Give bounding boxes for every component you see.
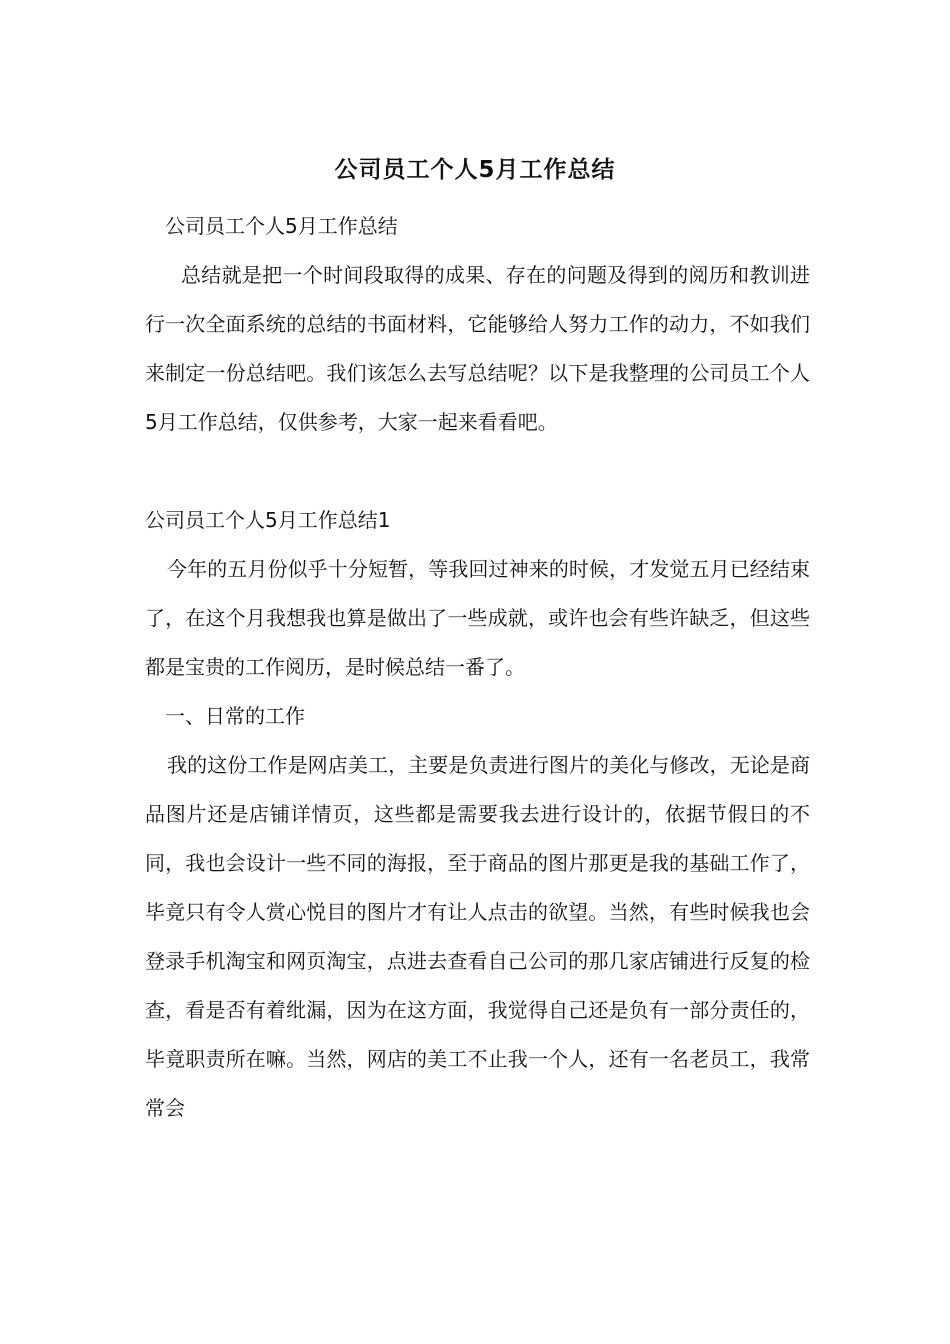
section-title: 公司员工个人5月工作总结1 xyxy=(145,508,391,532)
intro-paragraph: 总结就是把一个时间段取得的成果、存在的问题及得到的阅历和教训进行一次全面系统的总结的书面材料，它能够给人努力工作的动力，不如我们来制定一份总结吧。我们该怎么去写总结呢？以下是我整理的公司员工个人5月工作总结，仅供参考，大家一起来看看吧。 xyxy=(145,263,810,434)
document-subtitle: 公司员工个人5月工作总结 xyxy=(165,214,398,238)
section-heading: 一、日常的工作 xyxy=(165,704,305,728)
document-body xyxy=(145,202,810,1133)
document-title: 公司员工个人5月工作总结 xyxy=(334,157,616,183)
paragraph-gap xyxy=(145,447,810,496)
body-paragraph: 我的这份工作是网店美工，主要是负责进行图片的美化与修改，无论是商品图片还是店铺详情页，这些都是需要我去进行设计的，依据节假日的不同，我也会设计一些不同的海报，至于商品的图片那更是我的基础工作了，毕竟只有令人赏心悦目的图片才有让人点击的欲望。当然，有些时候我也会登录手机淘宝和网页淘宝，点进去查看自己公司的那几家店铺进行反复的检查，看是否有着纰漏，因为在这方面，我觉得自己还是负有一部分责任的，毕竟职责所在嘛。当然，网店的美工不止我一个人，还有一名老员工，我常常会 xyxy=(145,753,810,1120)
body-paragraph: 今年的五月份似乎十分短暂，等我回过神来的时候，才发觉五月已经结束了，在这个月我想我也算是做出了一些成就，或许也会有些许缺乏，但这些都是宝贵的工作阅历，是时候总结一番了。 xyxy=(145,557,810,679)
